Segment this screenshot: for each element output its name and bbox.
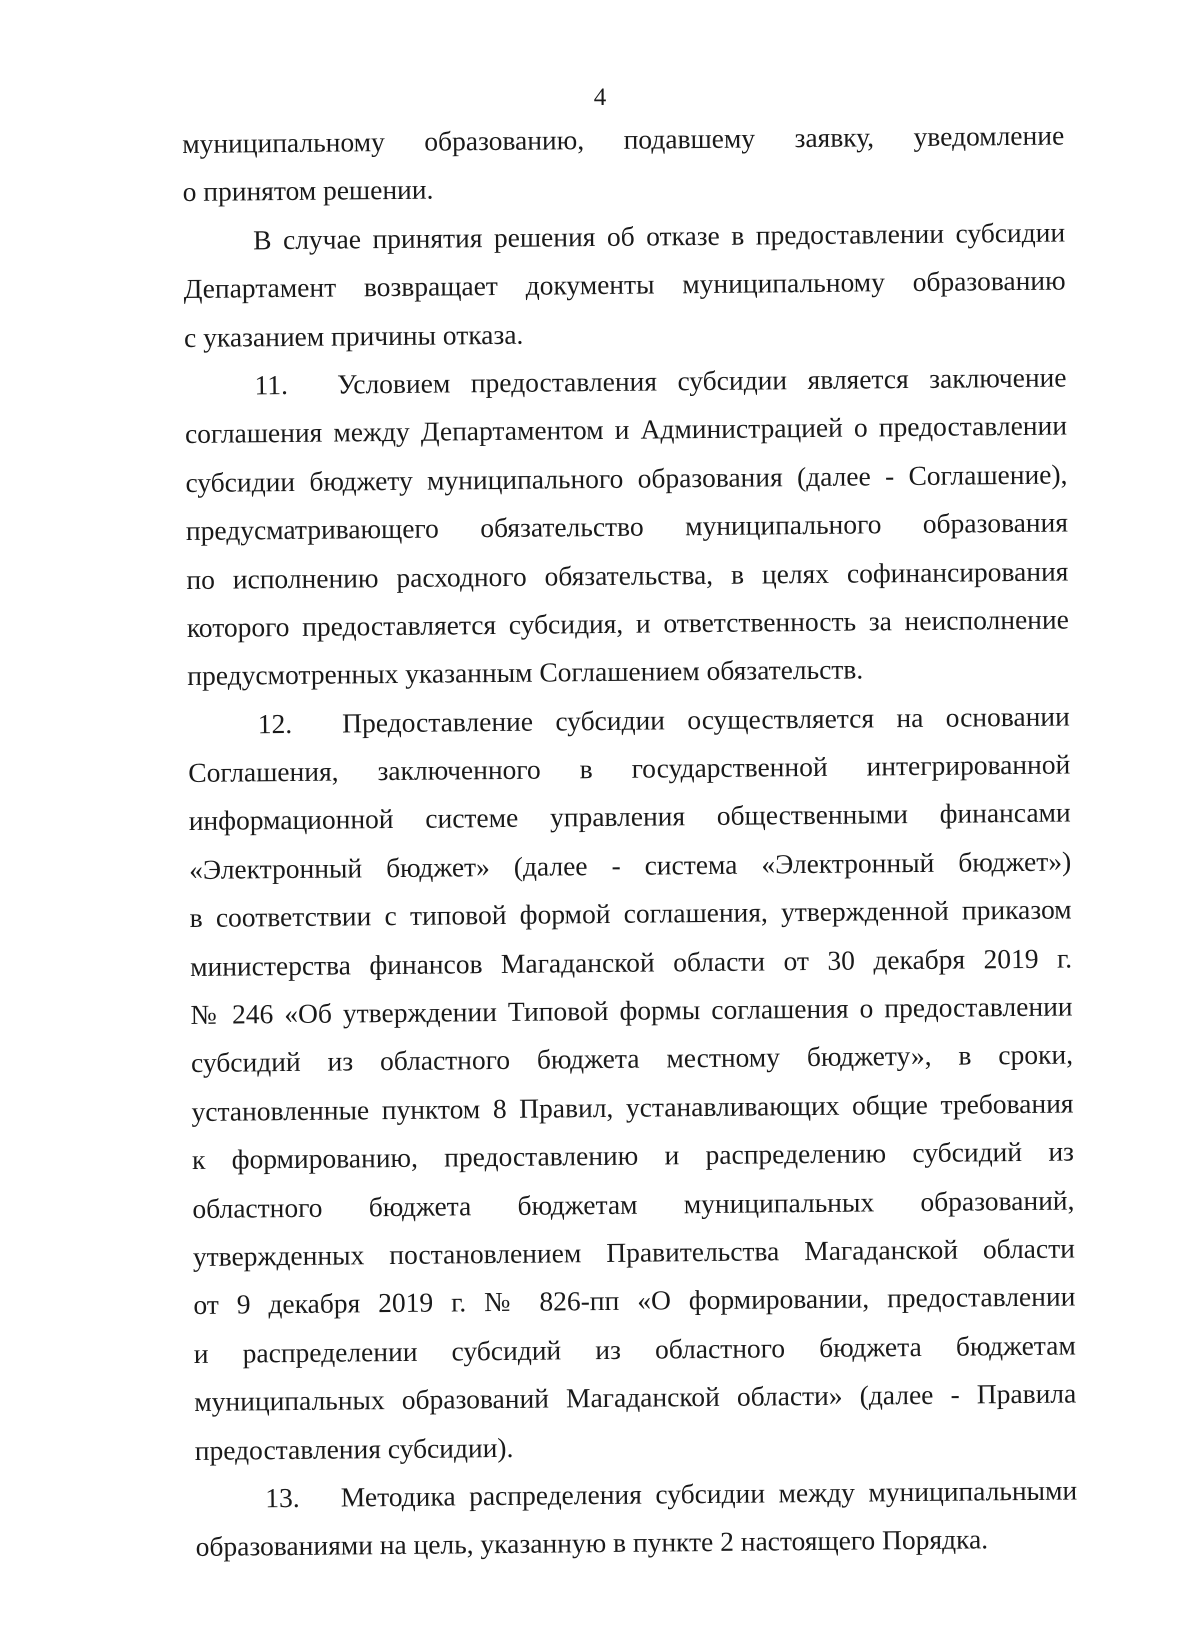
- text-line: предусматривающего обязательство муниципального образования: [185, 506, 1069, 547]
- text-line-content: Методика распределения субсидии между муниципальными: [340, 1474, 1078, 1513]
- paragraph-13: [195, 1466, 1078, 1571]
- text-line: с указанием причины отказа.: [183, 318, 524, 353]
- text-line: от 9 декабря 2019 г. № 826-пп «О формировании, предоставлении: [193, 1280, 1076, 1321]
- paragraph-number: 13.: [265, 1481, 300, 1514]
- text-line: [195, 1466, 1077, 1523]
- text-line: которого предоставляется субсидия, и ответственность за неисполнение: [186, 603, 1069, 643]
- text-line: утвержденных постановлением Правительства Магаданской области: [192, 1232, 1076, 1272]
- text-line: и распределении субсидий из областного бюджета бюджетам: [193, 1329, 1076, 1369]
- text-line: субсидии бюджету муниципального образования (далее - Соглашение),: [185, 458, 1068, 498]
- text-line-content: Предоставление субсидии осуществляется на основании: [342, 700, 1070, 739]
- text-line: установленные пунктом 8 Правил, устанавливающих общие требования: [191, 1087, 1074, 1127]
- text-line: Соглашения, заключенного в государственной интегрированной: [188, 748, 1071, 789]
- paragraph-11: [184, 353, 1069, 700]
- paragraph-refusal: [183, 208, 1066, 362]
- text-line: к формированию, предоставлению и распределению субсидий из: [191, 1135, 1075, 1176]
- text-line: областного бюджета бюджетам муниципальных образований,: [192, 1184, 1075, 1224]
- text-line: муниципальных образований Магаданской области» (далее - Правила: [194, 1377, 1077, 1418]
- paragraph-number: 12.: [257, 707, 293, 739]
- text-line: образованиями на цель, указанную в пункте 2 настоящего Порядка.: [195, 1523, 989, 1563]
- page-number: 4: [593, 84, 607, 111]
- text-line: министерства финансов Магаданской области от 30 декабря 2019 г.: [189, 942, 1073, 982]
- text-line: Департамент возвращает документы муниципальному образованию: [183, 264, 1066, 305]
- document-body: [182, 112, 1078, 1572]
- text-line: [188, 692, 1070, 749]
- text-line: информационной системе управления общественными финансами: [188, 796, 1071, 837]
- text-line: В случае принятия решения об отказе в предоставлении субсидии: [253, 216, 1066, 256]
- text-line: муниципальному образованию, подавшему заявку, уведомление: [182, 119, 1065, 159]
- text-line: в соответствии с типовой формой соглашения, утвержденной приказом: [189, 893, 1072, 934]
- text-line: соглашения между Департаментом и Администрацией о предоставлении: [184, 409, 1068, 450]
- text-line: предусмотренных указанным Соглашением обязательств.: [187, 653, 864, 692]
- paragraph-12: [188, 692, 1077, 1475]
- text-line: [184, 353, 1066, 410]
- paragraph-continuation: [182, 112, 1065, 217]
- text-line-content: Условием предоставления субсидии является заключение: [336, 361, 1067, 400]
- text-line: субсидий из областного бюджета местному бюджету», в сроки,: [190, 1038, 1074, 1079]
- text-line: «Электронный бюджет» (далее - система «Электронный бюджет»): [189, 845, 1072, 885]
- text-line: предоставления субсидии).: [194, 1431, 514, 1466]
- text-line: № 246 «Об утверждении Типовой формы соглашения о предоставлении: [190, 990, 1073, 1030]
- paragraph-number: 11.: [254, 368, 289, 401]
- text-line: о принятом решении.: [182, 173, 434, 208]
- text-line: по исполнению расходного обязательства, в целях софинансирования: [186, 555, 1069, 595]
